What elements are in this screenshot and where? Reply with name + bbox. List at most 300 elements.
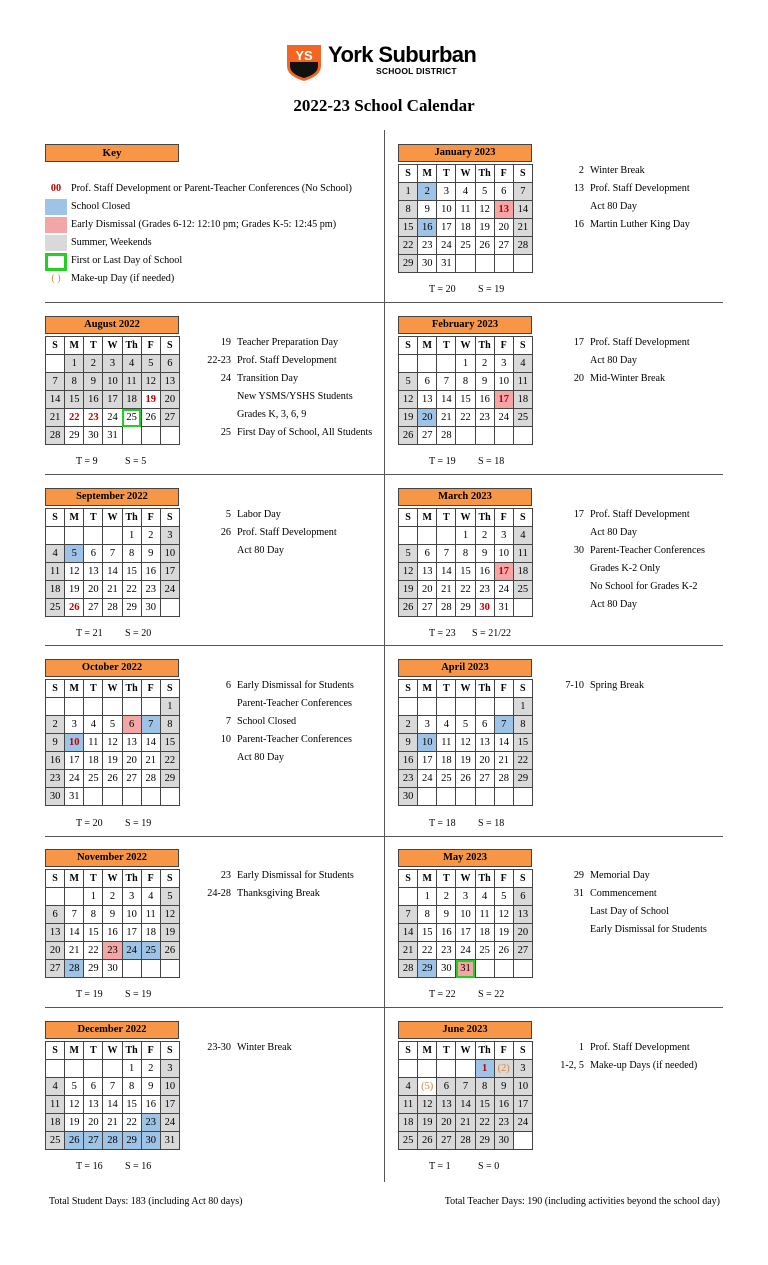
- month-title: February 2023: [398, 316, 532, 334]
- day-cell: 14: [103, 1096, 122, 1114]
- month-notes: [185, 677, 354, 767]
- day-cell: 2: [437, 888, 456, 906]
- empty-cell: [437, 355, 456, 373]
- day-cell: 25: [456, 237, 475, 255]
- note-line: [185, 867, 354, 885]
- day-cell: 19: [65, 581, 84, 599]
- note-date: 17: [573, 509, 584, 520]
- note-line: [538, 370, 690, 388]
- note-text: Parent-Teacher Conferences: [237, 698, 352, 709]
- empty-cell: [475, 427, 494, 445]
- day-cell: 14: [494, 734, 513, 752]
- day-cell: 11: [475, 906, 494, 924]
- weekday-header: W: [456, 509, 475, 527]
- teacher-days-total: T = 20: [76, 818, 103, 829]
- day-cell: 11: [437, 734, 456, 752]
- empty-cell: [84, 788, 103, 806]
- weekday-header: M: [418, 165, 437, 183]
- day-cell: 10: [160, 1078, 179, 1096]
- day-cell: 15: [418, 924, 437, 942]
- day-cell: 28: [65, 960, 84, 978]
- empty-cell: [494, 788, 513, 806]
- day-cell: 24: [437, 237, 456, 255]
- day-cell: 13: [437, 1096, 456, 1114]
- empty-cell: [475, 698, 494, 716]
- day-cell: 1: [456, 527, 475, 545]
- note-date: 7-10: [565, 680, 584, 691]
- day-cell: 9: [84, 373, 103, 391]
- day-cell: 18: [399, 1114, 418, 1132]
- empty-cell: [46, 888, 65, 906]
- day-cell: 24: [122, 942, 141, 960]
- day-cell: 16: [475, 391, 494, 409]
- footer-teacher-days: Total Teacher Days: 190 (including activities beyond the school day): [444, 1196, 720, 1207]
- weekday-header: S: [513, 337, 532, 355]
- note-line: [185, 406, 372, 424]
- day-cell: 27: [513, 942, 532, 960]
- student-days-total: S = 21/22: [472, 628, 511, 639]
- empty-cell: [494, 427, 513, 445]
- day-cell: 29: [456, 599, 475, 617]
- note-line: [538, 1057, 697, 1075]
- student-days-total: S = 22: [478, 989, 505, 1000]
- day-cell: 9: [399, 734, 418, 752]
- day-cell: 25: [84, 770, 103, 788]
- day-cell: 28: [494, 770, 513, 788]
- page-title: 2022-23 School Calendar: [293, 96, 475, 115]
- day-cell: 16: [141, 1096, 160, 1114]
- day-cell: 8: [456, 545, 475, 563]
- note-line: [538, 524, 705, 542]
- empty-cell: [160, 788, 179, 806]
- empty-cell: [46, 527, 65, 545]
- month-title: November 2022: [45, 849, 179, 867]
- day-cell: 12: [399, 391, 418, 409]
- day-cell: 20: [46, 942, 65, 960]
- student-days-total: S = 19: [125, 989, 152, 1000]
- month-calendar-sep: [45, 488, 179, 617]
- day-cell: 4: [46, 545, 65, 563]
- day-cell: 26: [399, 599, 418, 617]
- weekday-header: M: [418, 680, 437, 698]
- note-line: [538, 162, 690, 180]
- day-cell: 13: [122, 734, 141, 752]
- day-cell: 5: [494, 888, 513, 906]
- day-cell: 22: [418, 942, 437, 960]
- day-cell: 11: [399, 1096, 418, 1114]
- day-cell: 13: [46, 924, 65, 942]
- footer-student-days: Total Student Days: 183 (including Act 80 days): [49, 1196, 243, 1207]
- day-cell: 12: [399, 563, 418, 581]
- weekday-header: S: [399, 165, 418, 183]
- note-text: Act 80 Day: [590, 355, 637, 366]
- weekday-header: T: [437, 870, 456, 888]
- note-text: Spring Break: [590, 680, 645, 691]
- note-text: School Closed: [237, 716, 297, 727]
- day-cell: 17: [65, 752, 84, 770]
- day-cell: (2): [494, 1060, 513, 1078]
- day-cell: 7: [103, 1078, 122, 1096]
- day-cell: 4: [399, 1078, 418, 1096]
- note-line: [538, 596, 705, 614]
- day-cell: 13: [475, 734, 494, 752]
- teacher-days-total: T = 19: [76, 989, 103, 1000]
- day-cell: 2: [84, 355, 103, 373]
- day-cell: 10: [122, 906, 141, 924]
- empty-cell: [418, 1060, 437, 1078]
- weekday-header: Th: [475, 165, 494, 183]
- note-text: Commencement: [590, 888, 657, 899]
- empty-cell: [141, 698, 160, 716]
- empty-cell: [513, 427, 532, 445]
- day-cell: 4: [475, 888, 494, 906]
- day-cell: 24: [456, 942, 475, 960]
- empty-cell: [399, 1060, 418, 1078]
- weekday-header: W: [456, 337, 475, 355]
- day-cell: 9: [103, 906, 122, 924]
- center-divider: [384, 130, 385, 1182]
- day-cell: 8: [513, 716, 532, 734]
- note-line: [185, 334, 372, 352]
- day-cell: 21: [65, 942, 84, 960]
- day-cell: 10: [456, 906, 475, 924]
- day-cell: 3: [456, 888, 475, 906]
- day-cell: 12: [65, 1096, 84, 1114]
- day-cell: 20: [475, 752, 494, 770]
- day-cell: 11: [84, 734, 103, 752]
- weekday-header: T: [84, 509, 103, 527]
- day-cell: 12: [494, 906, 513, 924]
- weekday-header: S: [46, 337, 65, 355]
- day-cell: 23: [418, 237, 437, 255]
- empty-cell: [399, 698, 418, 716]
- note-line: [538, 506, 705, 524]
- empty-cell: [122, 427, 141, 445]
- day-cell: 27: [84, 1132, 103, 1150]
- day-cell: 20: [418, 581, 437, 599]
- note-text: Prof. Staff Development: [590, 509, 690, 520]
- day-cell: 22: [84, 942, 103, 960]
- empty-cell: [418, 527, 437, 545]
- empty-cell: [65, 527, 84, 545]
- note-line: [538, 867, 707, 885]
- day-cell: 15: [84, 924, 103, 942]
- month-title: December 2022: [45, 1021, 179, 1039]
- empty-cell: [513, 255, 532, 273]
- weekday-header: S: [513, 680, 532, 698]
- day-cell: 16: [399, 752, 418, 770]
- day-cell: 18: [513, 391, 532, 409]
- day-cell: 1: [122, 1060, 141, 1078]
- note-line: [538, 903, 707, 921]
- day-cell: 11: [46, 563, 65, 581]
- day-cell: 8: [399, 201, 418, 219]
- day-cell: 26: [456, 770, 475, 788]
- empty-cell: [84, 698, 103, 716]
- day-cell: 20: [84, 581, 103, 599]
- day-cell: 21: [399, 942, 418, 960]
- note-line: [185, 885, 354, 903]
- note-date: 25: [220, 427, 231, 438]
- day-cell: 3: [494, 527, 513, 545]
- day-cell: 2: [141, 527, 160, 545]
- day-cell: 5: [160, 888, 179, 906]
- day-cell: 18: [46, 1114, 65, 1132]
- day-cell: 14: [399, 924, 418, 942]
- month-title: May 2023: [398, 849, 532, 867]
- day-cell: 28: [456, 1132, 475, 1150]
- day-cell: 25: [141, 942, 160, 960]
- note-text: Grades K-2 Only: [590, 563, 661, 574]
- empty-cell: [494, 960, 513, 978]
- month-notes: [185, 506, 337, 560]
- day-cell: 8: [122, 1078, 141, 1096]
- weekday-header: T: [84, 337, 103, 355]
- note-text: Early Dismissal for Students: [237, 680, 354, 691]
- note-date: 13: [573, 183, 584, 194]
- day-cell: 7: [103, 545, 122, 563]
- note-text: Memorial Day: [590, 870, 650, 881]
- day-cell: 28: [141, 770, 160, 788]
- month-grid: [45, 1041, 180, 1150]
- teacher-days-total: T = 22: [429, 989, 456, 1000]
- weekday-header: F: [141, 680, 160, 698]
- note-line: [538, 677, 644, 695]
- note-date: 23: [220, 870, 231, 881]
- weekday-header: Th: [475, 509, 494, 527]
- logo-subtitle: SCHOOL DISTRICT: [376, 66, 457, 76]
- day-cell: 19: [456, 752, 475, 770]
- day-cell: 22: [122, 1114, 141, 1132]
- day-cell: 6: [494, 183, 513, 201]
- weekday-header: Th: [475, 680, 494, 698]
- day-cell: 13: [494, 201, 513, 219]
- weekday-header: S: [399, 337, 418, 355]
- day-cell: 11: [513, 373, 532, 391]
- weekday-header: F: [494, 165, 513, 183]
- day-cell: 5: [65, 545, 84, 563]
- day-cell: 15: [122, 1096, 141, 1114]
- month-notes: [538, 677, 644, 695]
- row-divider: [45, 645, 723, 646]
- weekday-header: W: [103, 337, 122, 355]
- day-cell: 30: [84, 427, 103, 445]
- day-cell: 7: [437, 373, 456, 391]
- day-cell: 20: [513, 924, 532, 942]
- day-cell: 30: [141, 599, 160, 617]
- day-cell: 4: [513, 355, 532, 373]
- empty-cell: [513, 1132, 532, 1150]
- weekday-header: S: [160, 509, 179, 527]
- note-line: [185, 731, 354, 749]
- day-cell: 13: [84, 563, 103, 581]
- day-cell: 23: [494, 1114, 513, 1132]
- day-cell: 11: [456, 201, 475, 219]
- weekday-header: W: [103, 680, 122, 698]
- day-cell: 22: [475, 1114, 494, 1132]
- note-text: Prof. Staff Development: [590, 1042, 690, 1053]
- day-cell: 22: [513, 752, 532, 770]
- day-cell: 17: [437, 219, 456, 237]
- month-grid: [45, 679, 180, 806]
- month-title: April 2023: [398, 659, 532, 677]
- note-text: Act 80 Day: [237, 545, 284, 556]
- day-cell: 16: [418, 219, 437, 237]
- day-cell: 9: [475, 545, 494, 563]
- note-text: New YSMS/YSHS Students: [237, 391, 353, 402]
- day-cell: 5: [399, 373, 418, 391]
- day-cell: 14: [65, 924, 84, 942]
- empty-cell: [84, 527, 103, 545]
- note-line: [538, 334, 690, 352]
- weekday-header: Th: [122, 870, 141, 888]
- day-cell: 11: [513, 545, 532, 563]
- day-cell: 12: [103, 734, 122, 752]
- key-swatch-weekend: [45, 235, 67, 251]
- day-cell: 6: [122, 716, 141, 734]
- day-cell: 29: [418, 960, 437, 978]
- key-label: First or Last Day of School: [71, 255, 183, 266]
- district-logo: [286, 44, 486, 84]
- empty-cell: [418, 698, 437, 716]
- day-cell: 28: [437, 599, 456, 617]
- day-cell: 14: [103, 563, 122, 581]
- teacher-days-total: T = 19: [429, 456, 456, 467]
- teacher-days-total: T = 23: [429, 628, 456, 639]
- empty-cell: [160, 427, 179, 445]
- day-cell: 13: [160, 373, 179, 391]
- day-cell: 22: [456, 409, 475, 427]
- day-cell: 21: [456, 1114, 475, 1132]
- day-cell: 4: [46, 1078, 65, 1096]
- day-cell: 11: [141, 906, 160, 924]
- day-cell: 23: [141, 581, 160, 599]
- day-cell: 31: [65, 788, 84, 806]
- day-cell: 1: [475, 1060, 494, 1078]
- empty-cell: [475, 788, 494, 806]
- empty-cell: [456, 427, 475, 445]
- day-cell: 27: [494, 237, 513, 255]
- day-cell: 17: [160, 1096, 179, 1114]
- weekday-header: Th: [122, 1042, 141, 1060]
- weekday-header: S: [46, 1042, 65, 1060]
- month-calendar-nov: [45, 849, 179, 978]
- key-heading: Key: [45, 144, 179, 162]
- weekday-header: M: [65, 1042, 84, 1060]
- day-cell: 23: [84, 409, 103, 427]
- day-cell: 3: [160, 527, 179, 545]
- day-cell: 18: [437, 752, 456, 770]
- day-cell: 18: [141, 924, 160, 942]
- month-notes: [185, 867, 354, 903]
- note-date: 7: [225, 716, 231, 727]
- day-cell: 3: [513, 1060, 532, 1078]
- weekday-header: S: [160, 680, 179, 698]
- weekday-header: W: [456, 870, 475, 888]
- note-text: Martin Luther King Day: [590, 219, 690, 230]
- day-cell: 20: [122, 752, 141, 770]
- month-title: June 2023: [398, 1021, 532, 1039]
- month-notes: [185, 1039, 292, 1057]
- day-cell: 2: [46, 716, 65, 734]
- day-cell: 20: [494, 219, 513, 237]
- note-date: 24: [220, 373, 231, 384]
- day-cell: 1: [418, 888, 437, 906]
- note-text: First Day of School, All Students: [237, 427, 373, 438]
- note-date: 19: [220, 337, 231, 348]
- day-cell: 15: [456, 563, 475, 581]
- day-cell: 24: [494, 581, 513, 599]
- note-text: Prof. Staff Development: [590, 337, 690, 348]
- day-cell: 29: [160, 770, 179, 788]
- note-date: 1: [578, 1042, 584, 1053]
- note-date: 26: [220, 527, 231, 538]
- day-cell: 27: [84, 599, 103, 617]
- day-cell: 15: [122, 563, 141, 581]
- day-cell: 16: [475, 563, 494, 581]
- weekday-header: Th: [122, 680, 141, 698]
- empty-cell: [494, 255, 513, 273]
- day-cell: 27: [46, 960, 65, 978]
- month-calendar-jun: [398, 1021, 532, 1150]
- student-days-total: S = 19: [478, 284, 505, 295]
- empty-cell: [513, 788, 532, 806]
- day-cell: 13: [418, 563, 437, 581]
- day-cell: 20: [418, 409, 437, 427]
- day-cell: 27: [475, 770, 494, 788]
- day-cell: 4: [456, 183, 475, 201]
- day-cell: 19: [65, 1114, 84, 1132]
- note-line: [538, 180, 690, 198]
- weekday-header: T: [437, 165, 456, 183]
- day-cell: 1: [399, 183, 418, 201]
- day-cell: 9: [418, 201, 437, 219]
- empty-cell: [141, 788, 160, 806]
- day-cell: 29: [65, 427, 84, 445]
- empty-cell: [513, 599, 532, 617]
- day-cell: 9: [46, 734, 65, 752]
- weekday-header: Th: [475, 337, 494, 355]
- day-cell: 8: [456, 373, 475, 391]
- note-text: Early Dismissal for Students: [590, 924, 707, 935]
- day-cell: 25: [475, 942, 494, 960]
- day-cell: 10: [418, 734, 437, 752]
- student-days-total: S = 0: [478, 1161, 500, 1172]
- note-line: [538, 216, 690, 234]
- day-cell: 19: [103, 752, 122, 770]
- weekday-header: Th: [475, 1042, 494, 1060]
- note-date: 31: [573, 888, 584, 899]
- empty-cell: [456, 788, 475, 806]
- day-cell: 14: [437, 563, 456, 581]
- note-date: 29: [573, 870, 584, 881]
- note-text: Last Day of School: [590, 906, 669, 917]
- empty-cell: [399, 888, 418, 906]
- note-line: [185, 370, 372, 388]
- weekday-header: F: [141, 509, 160, 527]
- note-line: [538, 352, 690, 370]
- day-cell: 22: [160, 752, 179, 770]
- note-text: Prof. Staff Development: [590, 183, 690, 194]
- note-line: [185, 677, 354, 695]
- day-cell: 14: [513, 201, 532, 219]
- weekday-header: M: [65, 337, 84, 355]
- note-text: Early Dismissal for Students: [237, 870, 354, 881]
- empty-cell: [46, 698, 65, 716]
- note-text: Act 80 Day: [590, 201, 637, 212]
- empty-cell: [399, 355, 418, 373]
- empty-cell: [103, 788, 122, 806]
